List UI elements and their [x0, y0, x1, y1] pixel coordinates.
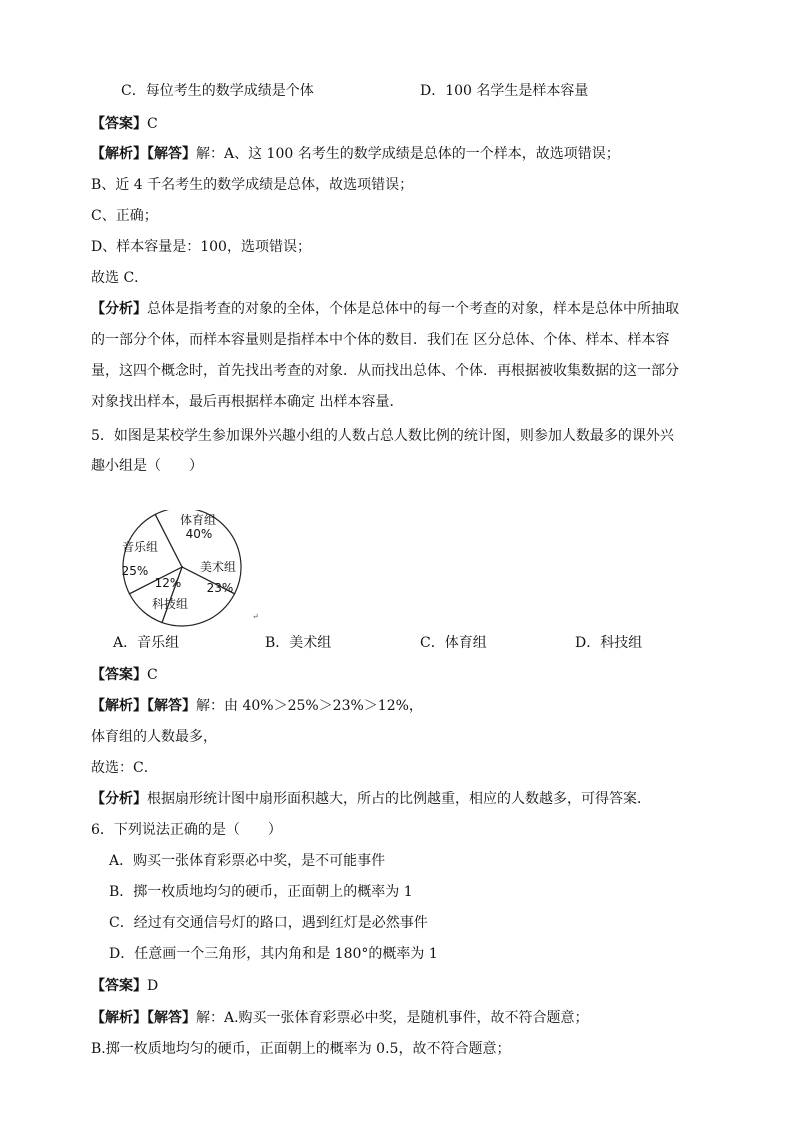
pie-slice-name-label: 科技组 [151, 597, 189, 611]
q4-analysis-line-1 [91, 144, 620, 164]
q4-analysis-line-5: 故选 C． [91, 270, 149, 286]
q4-option-d: D．100 名学生是样本容量 [420, 83, 589, 99]
pie-slice-percent-label: 25% [121, 564, 149, 578]
q4-answer [91, 114, 158, 134]
q6-answer [91, 976, 158, 996]
q5-analysis-line-2: 体育组的人数最多， [91, 729, 217, 745]
q4-analysis-line-4: D、样本容量是：100，选项错误； [91, 239, 311, 255]
pie-slice-name-label: 音乐组 [121, 540, 159, 554]
q5-option-a: A．音乐组 [113, 635, 180, 651]
analysis-tag: 【解析】【解答】 [91, 1010, 196, 1026]
analysis-text: 解：A、这 100 名考生的数学成绩是总体的一个样本，故选项错误； [196, 146, 620, 162]
fenxi-tag: 【分析】 [91, 301, 147, 317]
q6-option-a: A．购买一张体育彩票必中奖，是不可能事件 [109, 853, 386, 869]
q5-option-d: D．科技组 [575, 635, 643, 651]
q4-fenxi-line-2: 的一部分个体，而样本容量则是指样本中个体的数目．我们在 区分总体、个体、样本、样本容 [91, 332, 670, 348]
q5-stem-line-1: 5．如图是某校学生参加课外兴趣小组的人数占总人数比例的统计图，则参加人数最多的课外兴 [91, 428, 674, 444]
pie-slice-name-label: 美术组 [199, 560, 237, 574]
answer-tag: 【答案】 [91, 978, 147, 994]
paragraph-mark: ↵ [252, 612, 259, 621]
pie-slice-percent-label: 23% [206, 581, 234, 595]
answer-tag: 【答案】 [91, 667, 147, 683]
answer-value: D [147, 978, 159, 994]
q4-fenxi-line-4: 对象找出样本，最后再根据样本确定 出样本容量． [91, 394, 404, 410]
fenxi-text: 根据扇形统计图中扇形面积越大，所占的比例越重，相应的人数越多，可得答案． [147, 791, 651, 807]
q5-analysis-line-1 [91, 696, 423, 716]
q6-option-c: C．经过有交通信号灯的路口，遇到红灯是必然事件 [109, 915, 428, 931]
q4-option-c: C．每位考生的数学成绩是个体 [121, 83, 314, 99]
q6-stem: 6．下列说法正确的是（ ） [91, 822, 282, 838]
answer-tag: 【答案】 [91, 116, 147, 132]
analysis-tag: 【解析】【解答】 [91, 146, 196, 162]
analysis-text: 解：由 40%＞25%＞23%＞12%， [196, 698, 423, 714]
q6-option-b: B．掷一枚质地均匀的硬币，正面朝上的概率为 1 [109, 884, 413, 900]
pie-chart [110, 510, 260, 630]
q5-option-b: B．美术组 [265, 635, 332, 651]
analysis-text: 解：A.购买一张体育彩票必中奖，是随机事件，故不符合题意； [196, 1010, 589, 1026]
q5-answer [91, 665, 158, 685]
q5-option-c: C．体育组 [420, 635, 487, 651]
fenxi-tag: 【分析】 [91, 791, 147, 807]
q5-stem-line-2: 趣小组是（ ） [91, 458, 203, 474]
q5-analysis-line-3: 故选：C． [91, 760, 158, 776]
q5-fenxi-line [91, 789, 651, 809]
q5-options-row [0, 633, 794, 653]
pie-slice-percent-label: 40% [185, 527, 213, 541]
q4-analysis-line-2: B、近 4 千名考生的数学成绩是总体，故选项错误； [91, 177, 414, 193]
answer-value: C [147, 667, 158, 683]
q4-options-row [0, 81, 794, 101]
pie-slice-name-label: 体育组 [179, 513, 217, 527]
answer-value: C [147, 116, 158, 132]
analysis-tag: 【解析】【解答】 [91, 698, 196, 714]
q4-fenxi-line-1 [91, 299, 679, 319]
q6-analysis-line-1 [91, 1008, 589, 1028]
q4-analysis-line-3: C、正确； [91, 208, 158, 224]
q6-analysis-line-2: B.掷一枚质地均匀的硬币，正面朝上的概率为 0.5，故不符合题意； [91, 1041, 511, 1057]
pie-slice-percent-label: 12% [154, 576, 182, 590]
q4-fenxi-line-3: 量，这四个概念时，首先找出考查的对象．从而找出总体、个体．再根据被收集数据的这一部分 [91, 363, 679, 379]
fenxi-text: 总体是指考查的对象的全体，个体是总体中的每一个考查的对象，样本是总体中所抽取 [147, 301, 679, 317]
q6-option-d: D．任意画一个三角形，其内角和是 180°的概率为 1 [109, 946, 438, 962]
